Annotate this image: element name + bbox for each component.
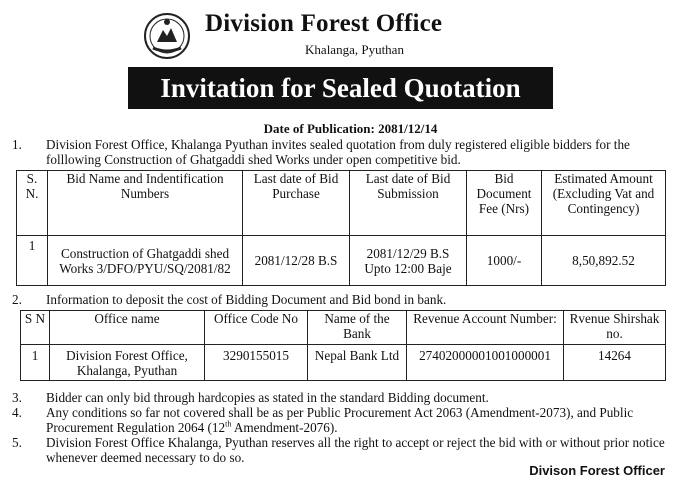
col-account-number: Revenue Account Number: bbox=[407, 311, 564, 345]
bank-table bbox=[20, 310, 666, 381]
cell-sn: 1 bbox=[17, 236, 48, 286]
cell-office-code: 3290155015 bbox=[205, 345, 308, 381]
cell-bid-name: Construction of Ghatgaddi shed Works 3/DFO/PYU/SQ/2081/82 bbox=[48, 236, 243, 286]
paragraph-4-end: Amendment-2076). bbox=[231, 420, 338, 435]
col-revenue-head: Rvenue Shirshak no. bbox=[564, 311, 666, 345]
paragraph-1: Division Forest Office, Khalanga Pyuthan invites sealed quotation from duly registered eligible bidders for the folllowing Construction of Ghatgaddi shed Works under open competitive bid. bbox=[46, 137, 630, 167]
item-number: 5. bbox=[12, 435, 22, 450]
cell-sn: 1 bbox=[21, 345, 50, 381]
paragraph-2: Information to deposit the cost of Bidding Document and Bid bond in bank. bbox=[46, 292, 447, 307]
cell-purchase-date: 2081/12/28 B.S bbox=[243, 236, 350, 286]
cell-office-name: Division Forest Office, Khalanga, Pyuthan bbox=[50, 345, 205, 381]
col-sn: S N bbox=[21, 311, 50, 345]
col-bid-name: Bid Name and Indentification Numbers bbox=[48, 171, 243, 236]
col-estimated-amount: Estimated Amount (Excluding Vat and Contingency) bbox=[542, 171, 666, 236]
col-fee: Bid Document Fee (Nrs) bbox=[467, 171, 542, 236]
office-title: Division Forest Office bbox=[205, 10, 443, 37]
cell-fee: 1000/- bbox=[467, 236, 542, 286]
col-sn: S. N. bbox=[17, 171, 48, 236]
notice-banner: Invitation for Sealed Quotation bbox=[128, 67, 553, 109]
col-bank-name: Name of the Bank bbox=[308, 311, 407, 345]
ordinal-suffix: th bbox=[225, 419, 232, 429]
cell-submission-date: 2081/12/29 B.S Upto 12:00 Baje bbox=[350, 236, 467, 286]
col-purchase-date: Last date of Bid Purchase bbox=[243, 171, 350, 236]
item-number: 2. bbox=[12, 292, 22, 307]
item-number: 4. bbox=[12, 405, 22, 420]
signature: Divison Forest Officer bbox=[529, 463, 665, 478]
table-header-row bbox=[21, 311, 666, 345]
paragraph-5: Division Forest Office Khalanga, Pyuthan reserves all the right to accept or reject the bid with or without prior notice whenever deemed necessary to do so. bbox=[46, 435, 665, 465]
office-location: Khalanga, Pyuthan bbox=[305, 42, 404, 57]
paragraph-4 bbox=[46, 405, 670, 435]
col-office-name: Office name bbox=[50, 311, 205, 345]
publication-date: Date of Publication: 2081/12/14 bbox=[263, 121, 438, 136]
table-header-row bbox=[17, 171, 666, 236]
table-row bbox=[17, 236, 666, 286]
cell-bank-name: Nepal Bank Ltd bbox=[308, 345, 407, 381]
paragraph-3: Bidder can only bid through hardcopies as stated in the standard Bidding document. bbox=[46, 390, 489, 405]
cell-estimated-amount: 8,50,892.52 bbox=[542, 236, 666, 286]
item-number: 3. bbox=[12, 390, 22, 405]
cell-revenue-head: 14264 bbox=[564, 345, 666, 381]
item-number: 1. bbox=[12, 137, 22, 152]
bid-table bbox=[16, 170, 666, 286]
paragraph-4-text: Any conditions so far not covered shall be as per Public Procurement Act 2063 (Amendment-2073), and Public Procurement Regulation 2064 (12 bbox=[46, 405, 634, 435]
col-office-code: Office Code No bbox=[205, 311, 308, 345]
table-row bbox=[21, 345, 666, 381]
cell-account-number: 27402000001001000001 bbox=[407, 345, 564, 381]
col-submission-date: Last date of Bid Submission bbox=[350, 171, 467, 236]
